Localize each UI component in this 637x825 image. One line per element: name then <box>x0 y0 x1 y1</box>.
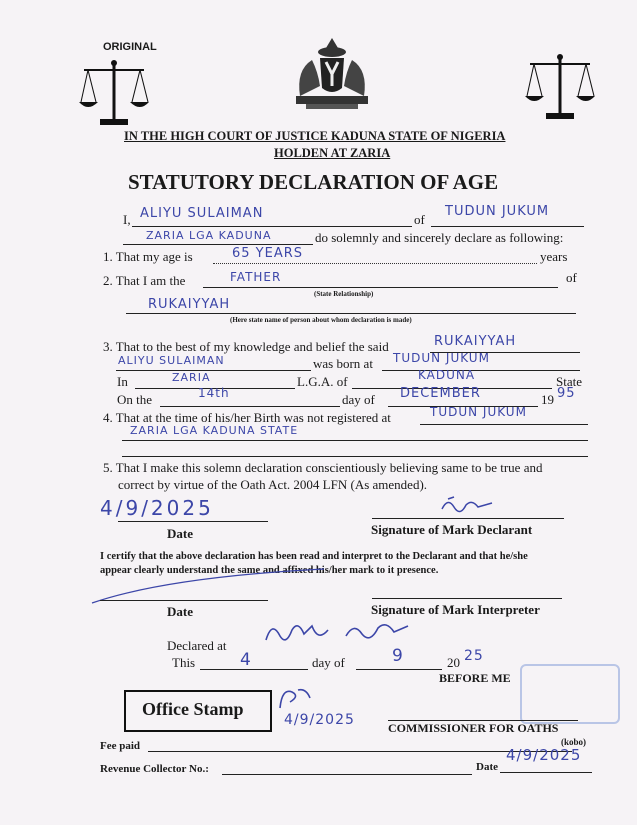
in-value: ZARIA <box>172 371 211 384</box>
address-line <box>431 226 584 227</box>
registered-value-2: ZARIA LGA KADUNA STATE <box>130 424 299 437</box>
coat-of-arms-icon <box>290 36 374 112</box>
commissioner-signature-icon <box>262 616 422 650</box>
office-date-value: 4/9/2025 <box>506 746 582 764</box>
day-value: 14th <box>198 386 230 400</box>
office-date-line <box>500 772 592 773</box>
declarant-signature-line <box>372 518 564 519</box>
declared-at-label: Declared at <box>167 638 227 653</box>
i-label: I, <box>123 212 131 227</box>
lga-label: L.G.A. of <box>297 374 348 389</box>
item4-label: 4. That at the time of his/her Birth was not registered at <box>103 410 391 425</box>
registered-line-2 <box>122 440 588 441</box>
address-value-2: ZARIA LGA KADUNA <box>146 229 272 242</box>
born-value: TUDUN JUKUM <box>393 351 490 365</box>
of-label-2: of <box>566 270 577 285</box>
age-value: 65 YEARS <box>232 246 304 261</box>
name-line <box>132 226 412 227</box>
declare-text: do solemnly and sincerely declare as following: <box>315 230 564 245</box>
this-value: 4 <box>240 650 252 670</box>
name-line-2 <box>116 370 311 371</box>
item1-label: 1. That my age is <box>103 249 193 264</box>
person-line <box>126 313 576 314</box>
interpreter-date-line <box>100 600 268 601</box>
day-line <box>160 406 340 407</box>
blank-line <box>122 456 588 457</box>
name-value-2: ALIYU SULAIMAN <box>118 354 225 367</box>
registered-line <box>420 424 588 425</box>
commissioner-label: COMMISSIONER FOR OATHS <box>388 721 559 735</box>
item5-line2: correct by virtue of the Oath Act. 2004 LFN (As amended). <box>118 477 428 492</box>
declared-month-line <box>356 669 442 670</box>
of-label: of <box>414 212 425 227</box>
scales-of-justice-icon <box>524 52 596 122</box>
office-stamp-label: Office Stamp <box>142 699 244 719</box>
certify-line2: appear clearly understand the same and affixed his/her mark to it presence. <box>100 565 439 576</box>
declared-year-value: 25 <box>464 648 484 664</box>
interpreter-date-label: Date <box>167 604 193 619</box>
address-value: TUDUN JUKUM <box>445 204 550 219</box>
item5-line1: 5. That I make this solemn declaration conscientiously believing same to be true and <box>103 460 543 475</box>
born-line <box>382 370 580 371</box>
age-line <box>213 263 537 264</box>
lga-value: KADUNA <box>418 368 476 382</box>
on-the-label: On the <box>117 392 153 407</box>
in-label: In <box>117 374 128 389</box>
month-value: DECEMBER <box>400 386 481 401</box>
address-line-2 <box>123 244 313 245</box>
interpreter-signature-label: Signature of Mark Interpreter <box>371 602 540 617</box>
person-value: RUKAIYYAH <box>148 297 231 312</box>
item2-label: 2. That I am the <box>103 273 186 288</box>
declarant-mark-icon <box>438 495 498 515</box>
scales-of-justice-icon <box>78 58 150 128</box>
initials-mark-icon <box>276 684 316 714</box>
this-line <box>200 669 308 670</box>
declarant-date-line <box>118 521 268 522</box>
commissioner-stamp-outline <box>520 664 620 724</box>
original-label: ORIGINAL <box>103 41 157 53</box>
relationship-value: FATHER <box>230 270 282 284</box>
court-heading: IN THE HIGH COURT OF JUSTICE KADUNA STATE OF NIGERIA <box>124 129 506 143</box>
said-value: RUKAIYYAH <box>434 334 517 349</box>
holden-heading: HOLDEN AT ZARIA <box>274 146 391 160</box>
kobo-label: (kobo) <box>561 737 587 747</box>
item3-label: 3. That to the best of my knowledge and belief the said <box>103 339 389 354</box>
state-label: State <box>556 374 582 389</box>
person-caption: (Here state name of person about whom declaration is made) <box>230 316 412 324</box>
relationship-caption: (State Relationship) <box>314 290 374 298</box>
born-label: was born at <box>313 356 373 371</box>
declarant-name-value: ALIYU SULAIMAN <box>140 206 264 221</box>
day-of-label: day of <box>342 392 375 407</box>
declared-year-prefix: 20 <box>447 655 460 670</box>
declarant-signature-label: Signature of Mark Declarant <box>371 522 533 537</box>
page-title: STATUTORY DECLARATION OF AGE <box>128 170 499 194</box>
registered-value: TUDUN JUKUM <box>430 405 527 419</box>
year-value: 95 <box>557 386 576 401</box>
revenue-collector-line <box>222 774 472 775</box>
years-label: years <box>540 249 568 264</box>
pen-stroke-icon <box>88 565 328 610</box>
day-of-label-2: day of <box>312 655 345 670</box>
certify-line1: I certify that the above declaration has been read and interpret to the Declarant and that he/she <box>100 551 528 562</box>
office-date-label: Date <box>476 761 498 773</box>
declarant-date-value: 4/9/2025 <box>100 496 214 520</box>
before-me-label: BEFORE ME <box>439 671 511 685</box>
year-prefix: 19 <box>541 392 554 407</box>
fee-paid-label: Fee paid <box>100 740 141 752</box>
declared-month-value: 9 <box>392 646 404 666</box>
declarant-date-label: Date <box>167 526 193 541</box>
interpreter-signature-line <box>372 598 562 599</box>
revenue-collector-label: Revenue Collector No.: <box>100 763 209 775</box>
office-stamp-date: 4/9/2025 <box>284 712 355 728</box>
this-label: This <box>172 655 196 670</box>
relationship-line <box>203 287 558 288</box>
